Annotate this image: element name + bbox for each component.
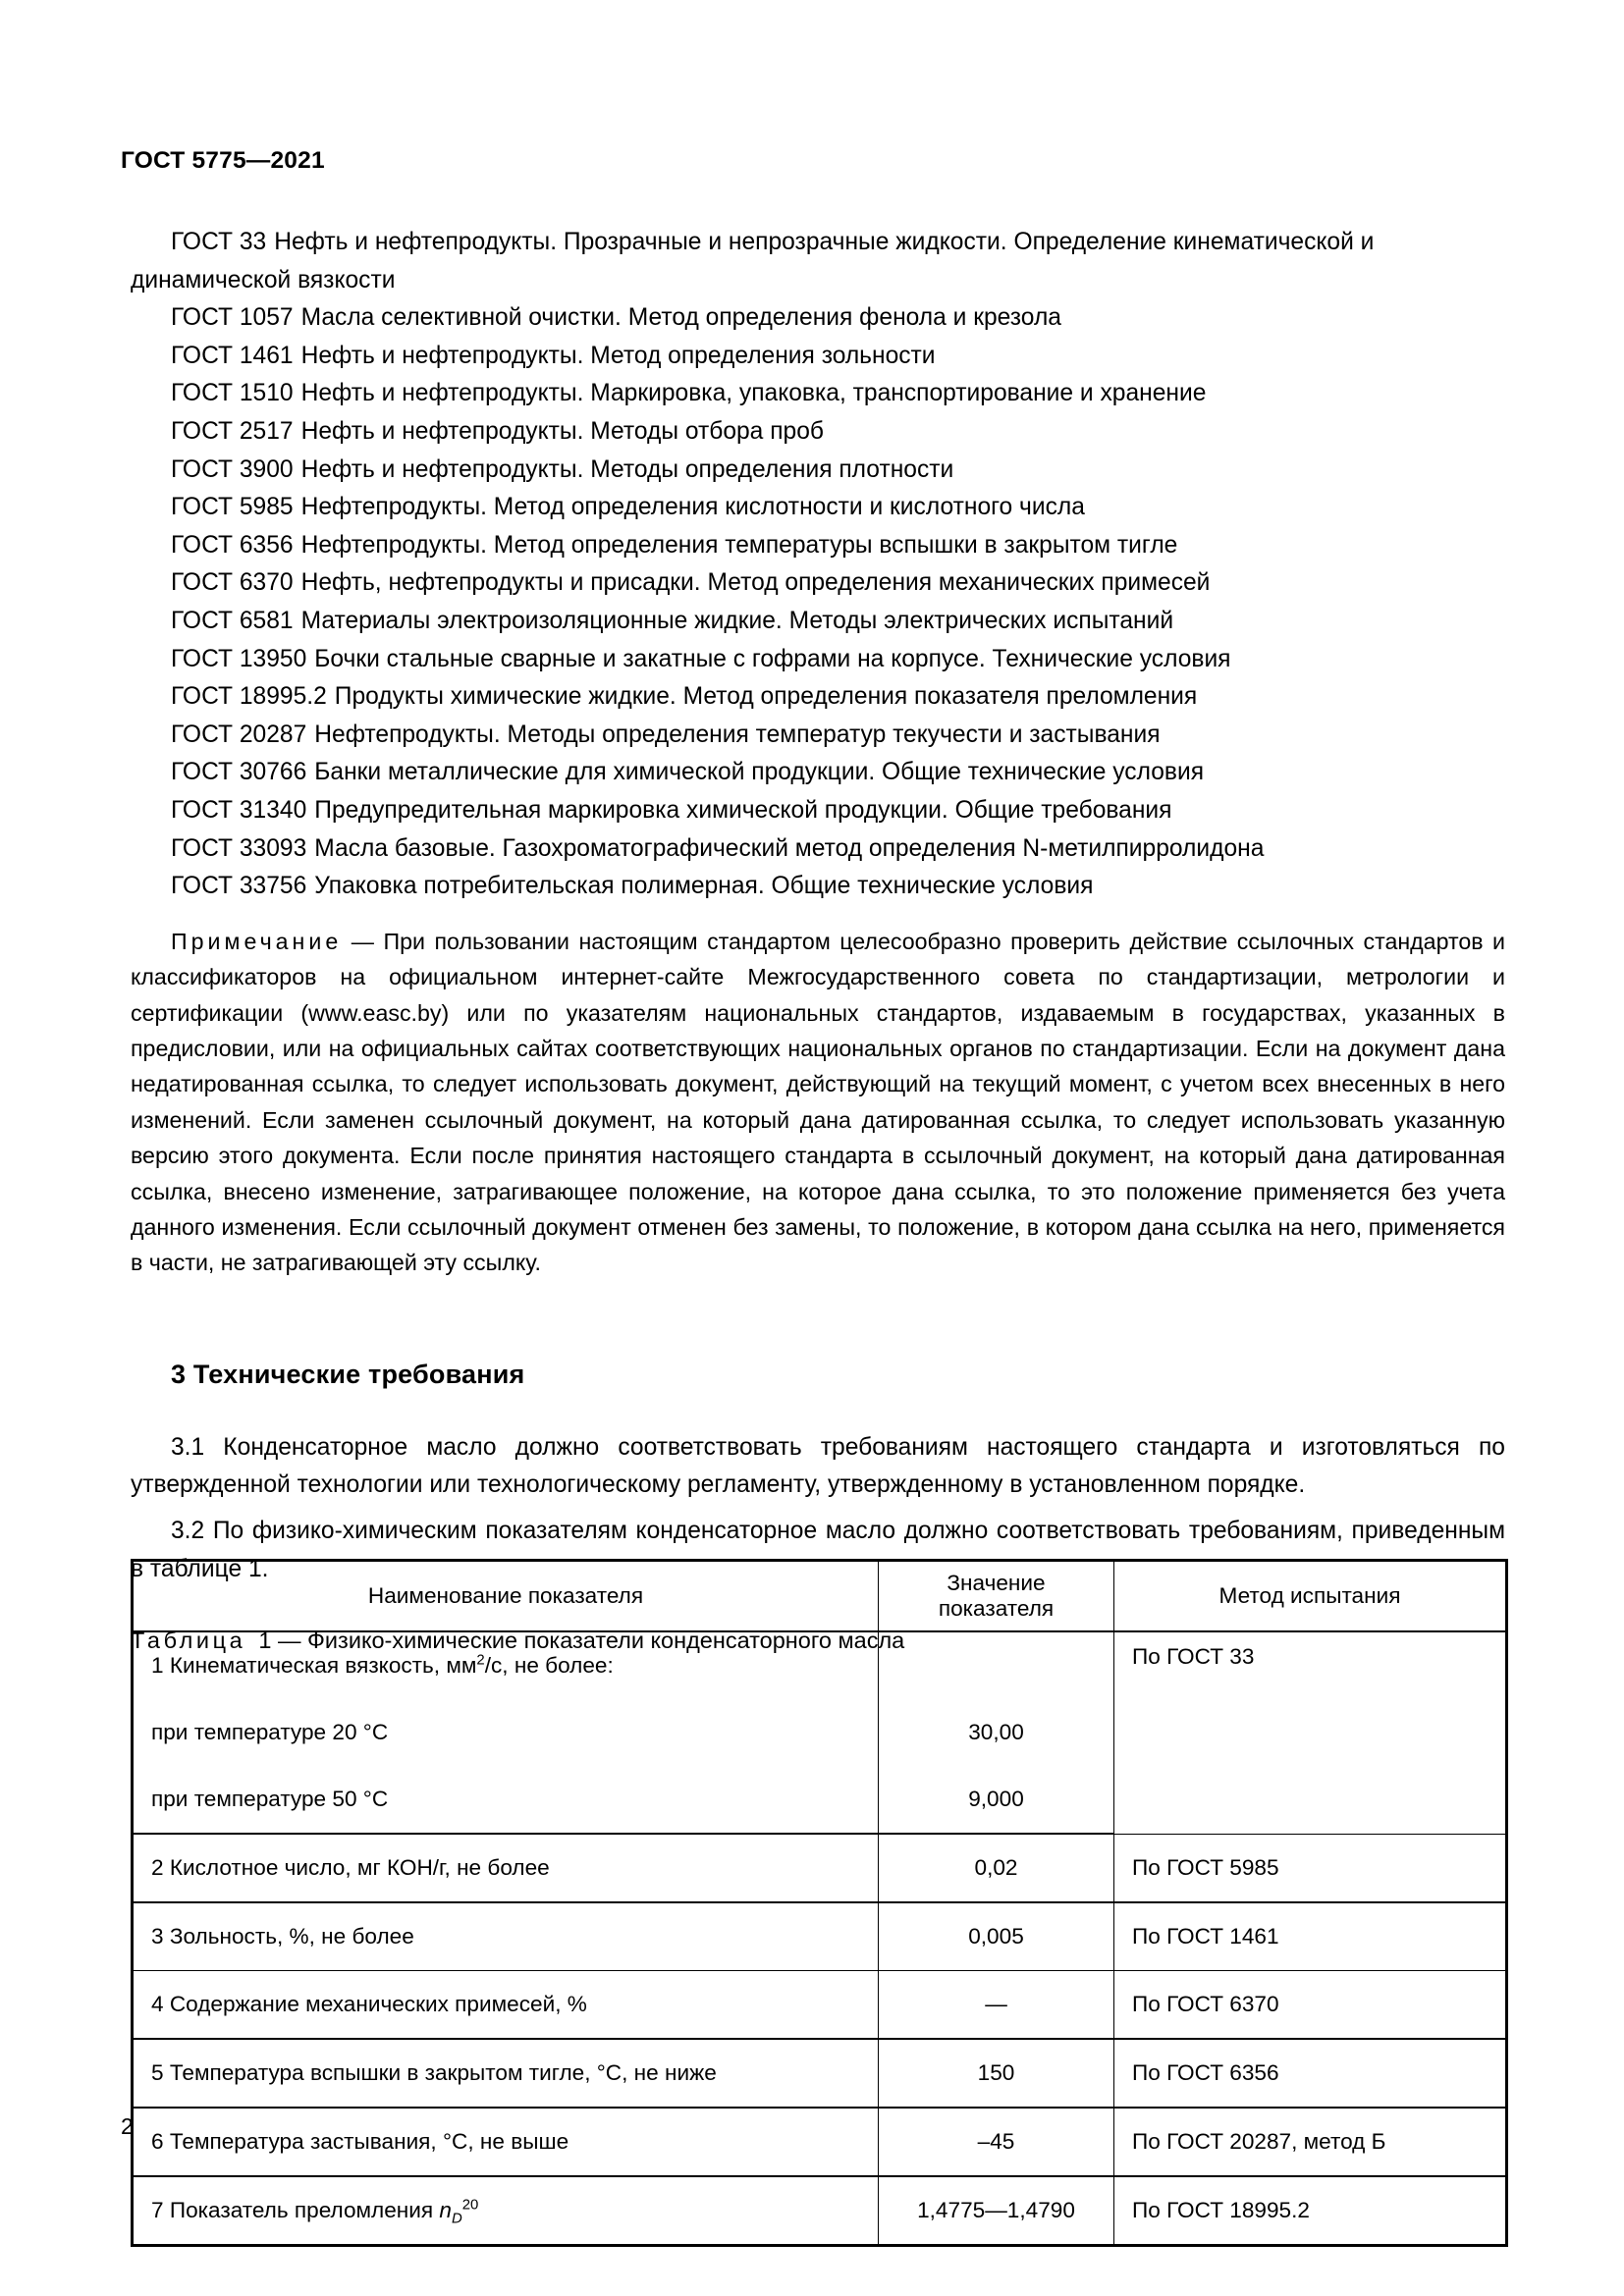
- indicator-name-prefix: 1 Кинематическая вязкость, мм: [151, 1653, 477, 1678]
- cell-indicator-name: 2 Кислотное число, мг КОН/г, не более: [133, 1834, 879, 1902]
- reference-item: [131, 830, 1505, 869]
- cell-indicator-name: [133, 1631, 879, 1699]
- reference-item: [131, 792, 1505, 830]
- table-row: [133, 1971, 1507, 2040]
- cell-test-method: По ГОСТ 18995.2: [1114, 2176, 1507, 2246]
- cell-indicator-value: 0,02: [879, 1834, 1114, 1902]
- indicator-symbol: n: [439, 2198, 452, 2222]
- reference-item: [131, 754, 1505, 792]
- reference-number: ГОСТ 6370: [171, 569, 294, 597]
- reference-item: [131, 527, 1505, 565]
- table-row: [133, 2176, 1507, 2246]
- reference-number: ГОСТ 6581: [171, 607, 294, 634]
- table-caption-label: Таблица: [131, 1628, 246, 1654]
- indicator-symbol-subscript: D: [452, 2211, 462, 2227]
- reference-title: Предупредительная маркировка химической продукции. Общие требования: [314, 796, 1172, 824]
- reference-list: [131, 224, 1505, 906]
- reference-number: ГОСТ 6356: [171, 531, 294, 559]
- indicator-name-suffix: /с, не более:: [484, 1653, 614, 1678]
- table-row: [133, 1834, 1507, 1902]
- indicator-name-superscript: 2: [476, 1652, 485, 1669]
- note-paragraph: [131, 924, 1505, 1281]
- note-text: При пользовании настоящим стандартом целесообразно проверить действие ссылочных стандартов и классификаторов на официальном интернет-сайте Межгосударственного совета по стандартизации, метрологии и сертификации (www.easc.by) или по указателям национальных стандартов, издаваемым в государствах, указанных в предисловии, или на официальных сайтах соответствующих национальных органов по стандартизации. Если на документ дана недатированная ссылка, то следует использовать документ, действующий на текущий момент, с учетом всех внесенных в него изменений. Если заменен ссылочный документ, на который дана датированная ссылка, то следует использовать указанную версию этого документа. Если после принятия настоящего стандарта в ссылочный документ, на который дана датированная ссылка, внесено изменение, затрагивающее положение, на которое дана ссылка, то это положение применяется без учета данного изменения. Если ссылочный документ отменен без замены, то положение, в котором дана ссылка на него, применяется в части, не затрагивающей эту ссылку.: [131, 928, 1506, 1276]
- cell-indicator-value: [879, 1631, 1114, 1699]
- cell-indicator-value: 150: [879, 2039, 1114, 2108]
- reference-number: ГОСТ 33093: [171, 834, 307, 862]
- cell-indicator-value: 30,00: [879, 1699, 1114, 1766]
- reference-number: ГОСТ 18995.2: [171, 683, 327, 711]
- reference-item: [131, 375, 1505, 413]
- reference-number: ГОСТ 3900: [171, 455, 294, 483]
- section-paragraph-3-2: 3.2 По физико-химическим показателям конденсаторное масло должно соответствовать требованиям, приведенным в таблице 1.: [131, 1517, 1505, 1582]
- reference-title: Нефтепродукты. Метод определения температуры вспышки в закрытом тигле: [300, 531, 1178, 559]
- page-number: 2: [121, 2113, 134, 2139]
- document-body: [131, 224, 1505, 1657]
- cell-indicator-value: 1,4775—1,4790: [879, 2176, 1114, 2246]
- cell-test-method: По ГОСТ 5985: [1114, 1834, 1507, 1902]
- table-caption-number: 1: [258, 1628, 272, 1654]
- reference-number: ГОСТ 1510: [171, 380, 294, 407]
- physicochemical-table: [131, 1559, 1508, 2247]
- physicochemical-table-wrapper: [131, 1559, 1505, 2247]
- reference-title: Нефть и нефтепродукты. Методы определения плотности: [300, 455, 954, 483]
- reference-number: ГОСТ 33: [171, 229, 267, 255]
- column-header-value: Значение показателя: [879, 1561, 1114, 1632]
- reference-title: Материалы электроизоляционные жидкие. Методы электрических испытаний: [300, 607, 1174, 634]
- note-dash: —: [351, 928, 374, 954]
- reference-number: ГОСТ 31340: [171, 796, 307, 824]
- column-header-name: Наименование показателя: [133, 1561, 879, 1632]
- cell-indicator-value: 0,005: [879, 1902, 1114, 1971]
- reference-title: Нефтепродукты. Метод определения кислотности и кислотного числа: [300, 494, 1085, 521]
- table-caption-dash: —: [278, 1628, 301, 1654]
- reference-title: Нефть и нефтепродукты. Метод определения зольности: [300, 342, 936, 369]
- reference-item: [131, 641, 1505, 679]
- reference-item: [131, 338, 1505, 376]
- table-row: [133, 2108, 1507, 2176]
- reference-title: Нефтепродукты. Методы определения температур текучести и застывания: [314, 721, 1161, 748]
- reference-title: Банки металлические для химической продукции. Общие технические условия: [314, 759, 1205, 786]
- reference-number: ГОСТ 13950: [171, 645, 307, 672]
- cell-indicator-name: 4 Содержание механических примесей, %: [133, 1971, 879, 2040]
- indicator-name-prefix: 7 Показатель преломления: [151, 2198, 440, 2222]
- cell-indicator-name: 3 Зольность, %, не более: [133, 1902, 879, 1971]
- table-row: [133, 2039, 1507, 2108]
- table-row: [133, 1902, 1507, 1971]
- reference-number: ГОСТ 2517: [171, 417, 294, 445]
- reference-title: Масла базовые. Газохроматографический метод определения N-метилпирролидона: [314, 834, 1265, 862]
- cell-test-method: По ГОСТ 20287, метод Б: [1114, 2108, 1507, 2176]
- section-heading: 3 Технические требования: [171, 1359, 525, 1389]
- reference-title: Нефть и нефтепродукты. Маркировка, упаковка, транспортирование и хранение: [300, 380, 1207, 407]
- note-label: Примечание: [171, 928, 343, 954]
- table-header-row: [133, 1561, 1507, 1632]
- cell-indicator-name: при температуре 50 °C: [133, 1766, 879, 1834]
- table-caption-text: Физико-химические показатели конденсаторного масла: [307, 1628, 905, 1654]
- reference-title: Бочки стальные сварные и закатные с гофрами на корпусе. Технические условия: [314, 645, 1231, 672]
- table-row: [133, 1631, 1507, 1699]
- reference-item: [131, 868, 1505, 906]
- cell-test-method: По ГОСТ 6356: [1114, 2039, 1507, 2108]
- indicator-symbol-superscript: 20: [461, 2197, 479, 2214]
- cell-test-method: По ГОСТ 33: [1114, 1631, 1507, 1834]
- reference-number: ГОСТ 33756: [171, 873, 307, 900]
- reference-number: ГОСТ 20287: [171, 721, 307, 748]
- reference-item: [131, 452, 1505, 490]
- cell-test-method: По ГОСТ 6370: [1114, 1971, 1507, 2040]
- running-header: ГОСТ 5775—2021: [121, 147, 325, 174]
- cell-indicator-name: 5 Температура вспышки в закрытом тигле, °C, не ниже: [133, 2039, 879, 2108]
- reference-item: [131, 603, 1505, 641]
- section-paragraph-3-1: 3.1 Конденсаторное масло должно соответствовать требованиям настоящего стандарта и изготовляться по утвержденной технологии или технологическому регламенту, утвержденному в установленном порядке.: [131, 1433, 1505, 1499]
- cell-indicator-value: —: [879, 1971, 1114, 2040]
- reference-item: [131, 564, 1505, 603]
- reference-item: [131, 413, 1505, 452]
- cell-indicator-name: [133, 2176, 879, 2246]
- reference-title: Нефть и нефтепродукты. Методы отбора проб: [300, 417, 824, 445]
- reference-number: ГОСТ 5985: [171, 494, 294, 521]
- reference-item: [131, 299, 1505, 338]
- cell-indicator-name: при температуре 20 °C: [133, 1699, 879, 1766]
- reference-title: Продукты химические жидкие. Метод определения показателя преломления: [334, 683, 1198, 711]
- reference-number: ГОСТ 1057: [171, 304, 294, 332]
- cell-indicator-value: –45: [879, 2108, 1114, 2176]
- cell-indicator-name: 6 Температура застывания, °C, не выше: [133, 2108, 879, 2176]
- reference-title: Упаковка потребительская полимерная. Общие технические условия: [314, 873, 1094, 900]
- reference-item: [131, 489, 1505, 527]
- table-head: [133, 1561, 1507, 1632]
- column-header-method: Метод испытания: [1114, 1561, 1507, 1632]
- table-body: [133, 1631, 1507, 2246]
- reference-item: [131, 224, 1505, 299]
- reference-item: [131, 678, 1505, 717]
- reference-title: Нефть и нефтепродукты. Прозрачные и непрозрачные жидкости. Определение кинематической и динамической вязкости: [131, 229, 1375, 294]
- reference-number: ГОСТ 30766: [171, 759, 307, 786]
- reference-item: [131, 717, 1505, 755]
- cell-indicator-value: 9,000: [879, 1766, 1114, 1834]
- reference-title: Масла селективной очистки. Метод определения фенола и крезола: [300, 304, 1061, 332]
- reference-number: ГОСТ 1461: [171, 342, 294, 369]
- cell-test-method: По ГОСТ 1461: [1114, 1902, 1507, 1971]
- reference-title: Нефть, нефтепродукты и присадки. Метод определения механических примесей: [300, 569, 1211, 597]
